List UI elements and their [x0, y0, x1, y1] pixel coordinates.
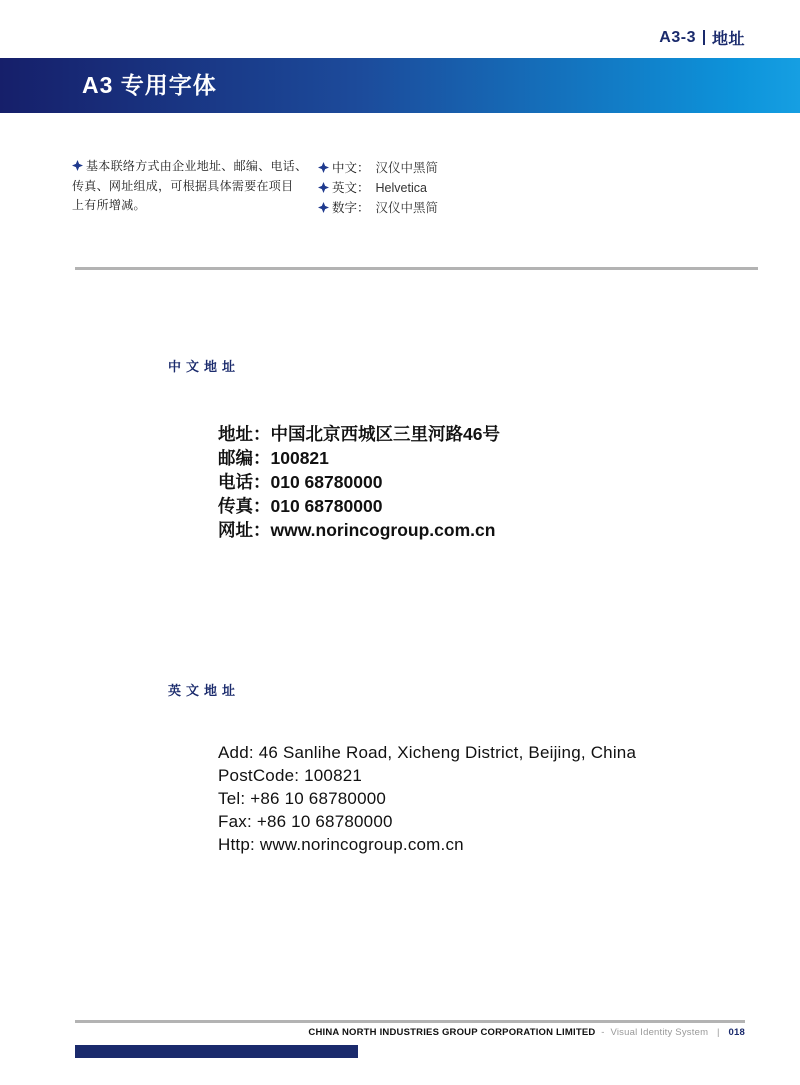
- address-separator: :: [248, 743, 259, 762]
- address-separator: :: [240, 789, 251, 808]
- vertical-divider: [703, 30, 705, 45]
- english-address-heading: 英文地址: [168, 683, 241, 698]
- spec-value: 汉仪中黑简: [375, 201, 439, 215]
- footer-navy-bar: [75, 1045, 358, 1058]
- section-tag: [659, 26, 745, 49]
- spec-label: 数字：: [332, 201, 370, 215]
- intro-line: 上有所增减。: [72, 198, 146, 212]
- address-label: Http: [218, 835, 250, 854]
- address-label: Tel: [218, 789, 241, 808]
- address-separator: :: [294, 766, 305, 785]
- intro-line: 传真、网址组成，可根据具体需要在项目: [72, 178, 294, 193]
- cross-star-icon: [318, 162, 329, 173]
- address-label: 传真: [218, 496, 253, 516]
- font-spec-numeral: [318, 198, 438, 218]
- spec-label: 中文：: [332, 161, 370, 175]
- address-label: Add: [218, 743, 249, 762]
- page-title: A3 专用字体: [82, 72, 217, 98]
- footer-system-label: Visual Identity System: [610, 1027, 709, 1038]
- address-value: www.norincogroup.com.cn: [270, 520, 496, 540]
- address-separator: :: [249, 835, 260, 854]
- address-value: 010 68780000: [270, 496, 383, 516]
- address-value: 100821: [304, 766, 363, 785]
- cross-star-icon: [318, 202, 329, 213]
- spec-value: Helvetica: [375, 181, 427, 195]
- footer-dash: -: [601, 1027, 605, 1038]
- address-value: +86 10 68780000: [250, 789, 387, 808]
- cross-star-icon: [72, 160, 83, 171]
- address-separator: ：: [253, 520, 271, 540]
- cross-star-icon: [318, 182, 329, 193]
- address-value: +86 10 68780000: [256, 812, 393, 831]
- title-bar: [0, 58, 800, 113]
- chinese-address-block: [218, 422, 500, 542]
- address-label: PostCode: [218, 766, 295, 785]
- english-address-block: [218, 741, 636, 856]
- spec-label: 英文：: [332, 181, 370, 195]
- page-number: 018: [728, 1027, 745, 1038]
- spec-value: 汉仪中黑简: [375, 161, 439, 175]
- footer-divider: |: [717, 1027, 720, 1038]
- address-separator: ：: [253, 472, 271, 492]
- section-code: A3-3: [659, 28, 696, 46]
- address-label: 邮编: [218, 448, 253, 468]
- font-spec-english: [318, 178, 438, 198]
- address-label: 电话: [218, 472, 253, 492]
- font-spec-list: [318, 158, 438, 218]
- address-separator: ：: [253, 496, 271, 516]
- section-label: 地址: [711, 31, 745, 48]
- address-line: [218, 764, 636, 787]
- intro-text: 基本联络方式由企业地址、邮编、电话、: [86, 159, 308, 173]
- address-label: 网址: [218, 520, 253, 540]
- address-line: [218, 446, 500, 470]
- address-value: 010 68780000: [270, 472, 383, 492]
- address-separator: ：: [253, 424, 271, 444]
- intro-paragraph: [72, 157, 322, 216]
- address-value: 46 Sanlihe Road, Xicheng District, Beijing, China: [258, 743, 637, 762]
- address-line: [218, 833, 636, 856]
- font-spec-chinese: [318, 158, 438, 178]
- address-value: 中国北京西城区三里河路46号: [270, 424, 500, 444]
- address-value: www.norincogroup.com.cn: [259, 835, 464, 854]
- address-label: 地址: [218, 424, 253, 444]
- chinese-address-heading: 中文地址: [168, 359, 241, 374]
- address-line: [218, 518, 500, 542]
- address-line: [218, 787, 636, 810]
- address-line: [218, 470, 500, 494]
- address-separator: ：: [253, 448, 271, 468]
- footer: [308, 1027, 745, 1038]
- address-label: Fax: [218, 812, 247, 831]
- address-line: [218, 422, 500, 446]
- address-line: [218, 494, 500, 518]
- intro-line: [72, 157, 322, 177]
- address-value: 100821: [270, 448, 329, 468]
- footer-rule: [75, 1020, 745, 1023]
- address-separator: :: [246, 812, 257, 831]
- footer-company-name: CHINA NORTH INDUSTRIES GROUP CORPORATION LIMITED: [308, 1027, 596, 1038]
- address-line: [218, 741, 636, 764]
- horizontal-rule: [75, 267, 758, 270]
- address-line: [218, 810, 636, 833]
